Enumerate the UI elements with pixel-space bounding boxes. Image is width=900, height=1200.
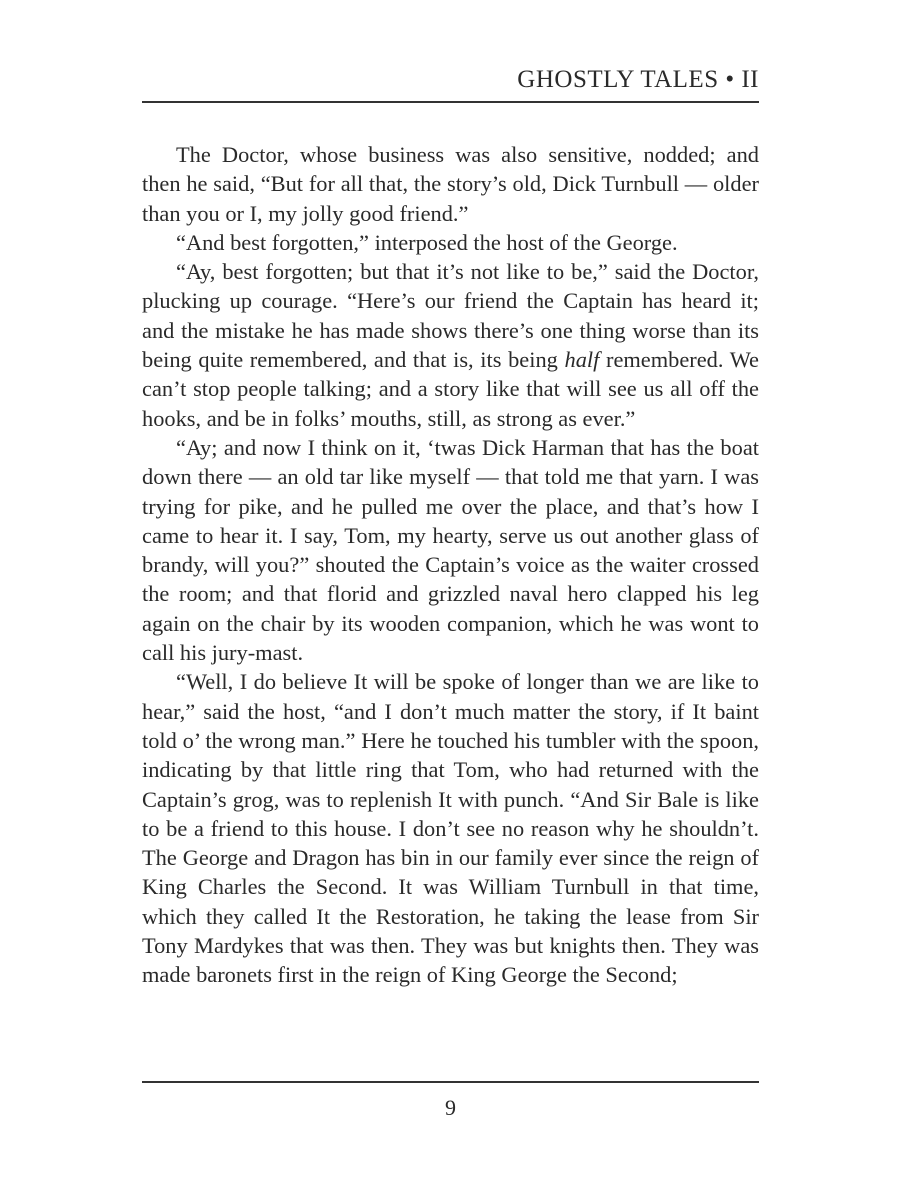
book-page [142, 0, 759, 1200]
paragraph: “And best forgotten,” interposed the host of the George. [176, 229, 678, 255]
paragraph: “Well, I do believe It will be spoke of longer than we are like to hear,” said the host, “and I don’t much matter the story, if It baint told o’ the wrong man.” Here he touched his tumbler with the spoon, indicating by that little ring that Tom, who had returned with the Captain’s grog, was to replenish It with punch. “And Sir Bale is like to be a friend to this house. I don’t see no reason why he shouldn’t. The George and Dragon has bin in our family ever since the reign of King Charles the Second. It was William Turnbull in that time, which they called It the Restoration, he taking the lease from Sir Tony Mardykes that was then. They was but knights then. They was made baronets first in the reign of King George the Second; [142, 669, 759, 988]
header-rule [142, 101, 759, 103]
paragraph-text: “Ay, best forgotten; but that it’s not like to be,” said the Doctor, plucking up courage. “Here’s our friend the Captain has heard it; and the mistake he has made shows there’s one thing worse than its being quite remembered, and that is, its being [142, 259, 759, 373]
body-text [142, 140, 759, 990]
footer-rule [142, 1081, 759, 1083]
paragraph [142, 257, 759, 433]
paragraph: The Doctor, whose business was also sensitive, nodded; and then he said, “But for all that, the story’s old, Dick Turnbull — older than you or I, my jolly good friend.” [142, 142, 759, 226]
page-number: 9 [445, 1095, 456, 1120]
emphasized-word: half [564, 347, 600, 373]
paragraph-text: remembered. We can’t stop people talking; and a story like that will see us all off the hooks, and be in folks’ mouths, still, as strong as ever.” [142, 347, 759, 431]
running-header: GHOSTLY TALES • II [517, 66, 759, 93]
paragraph: “Ay; and now I think on it, ‘twas Dick Harman that has the boat down there — an old tar like myself — that told me that yarn. I was trying for pike, and he pulled me over the place, and that’s how I came to hear it. I say, Tom, my hearty, serve us out another glass of brandy, will you?” shouted the Captain’s voice as the waiter crossed the room; and that florid and grizzled naval hero clapped his leg again on the chair by its wooden companion, which he was wont to call his jury-mast. [142, 434, 759, 666]
